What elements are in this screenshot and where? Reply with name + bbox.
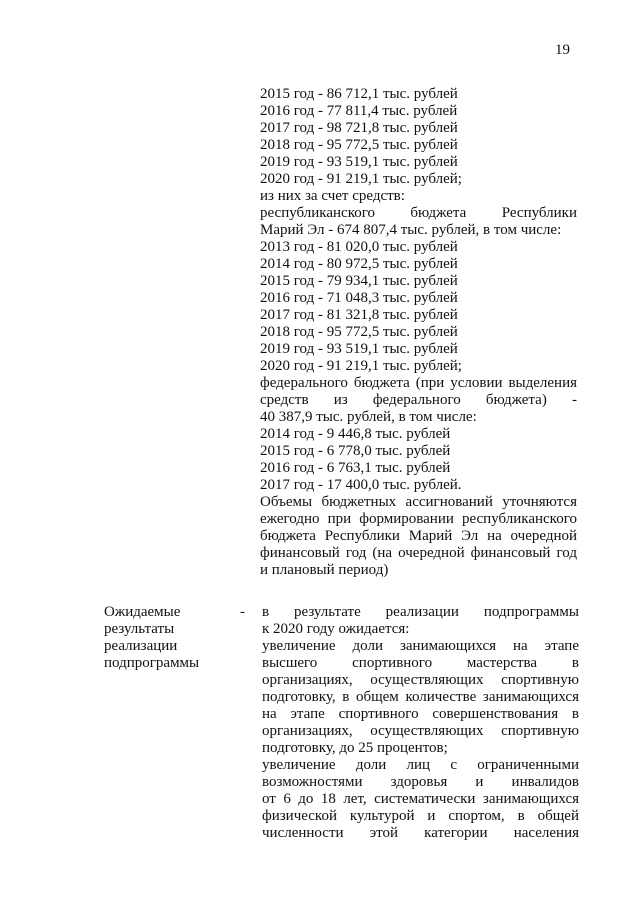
text-line: на этапе спортивного совершенствования в bbox=[262, 706, 579, 722]
text-line: 2016 год - 71 048,3 тыс. рублей bbox=[260, 290, 458, 306]
label-line: реализации bbox=[104, 638, 178, 654]
text-line: ежегодно при формировании республиканского bbox=[260, 511, 577, 527]
text-line: численности этой категории населения bbox=[262, 825, 579, 841]
text-line: 2017 год - 81 321,8 тыс. рублей bbox=[260, 307, 458, 323]
text-line: 2020 год - 91 219,1 тыс. рублей; bbox=[260, 358, 462, 374]
text-line: 2019 год - 93 519,1 тыс. рублей bbox=[260, 341, 458, 357]
label-dash: - bbox=[240, 604, 245, 620]
text-line: возможностями здоровья и инвалидов bbox=[262, 774, 579, 790]
text-line: Объемы бюджетных ассигнований уточняются bbox=[260, 494, 577, 510]
text-line: 2014 год - 80 972,5 тыс. рублей bbox=[260, 256, 458, 272]
text-line: 2015 год - 79 934,1 тыс. рублей bbox=[260, 273, 458, 289]
text-line: 2020 год - 91 219,1 тыс. рублей; bbox=[260, 171, 462, 187]
text-line: 2015 год - 6 778,0 тыс. рублей bbox=[260, 443, 451, 459]
text-line: бюджета Республики Марий Эл на очередной bbox=[260, 528, 577, 544]
text-line: 2017 год - 17 400,0 тыс. рублей. bbox=[260, 477, 462, 493]
text-line: 2015 год - 86 712,1 тыс. рублей bbox=[260, 86, 458, 102]
text-line: 2018 год - 95 772,5 тыс. рублей bbox=[260, 324, 458, 340]
text-line: средств из федерального бюджета) - bbox=[260, 392, 577, 408]
text-line: 40 387,9 тыс. рублей, в том числе: bbox=[260, 409, 477, 425]
text-line: 2018 год - 95 772,5 тыс. рублей bbox=[260, 137, 458, 153]
text-line: увеличение доли занимающихся на этапе bbox=[262, 638, 579, 654]
text-line: увеличение доли лиц с ограниченными bbox=[262, 757, 579, 773]
text-line: высшего спортивного мастерства в bbox=[262, 655, 579, 671]
text-line: 2019 год - 93 519,1 тыс. рублей bbox=[260, 154, 458, 170]
text-line: в результате реализации подпрограммы bbox=[262, 604, 579, 620]
text-line: подготовку, в общем количестве занимающихся bbox=[262, 689, 579, 705]
page-number: 19 bbox=[555, 42, 570, 58]
label-line: результаты bbox=[104, 621, 175, 637]
text-line: и плановый период) bbox=[260, 562, 389, 578]
text-line: 2017 год - 98 721,8 тыс. рублей bbox=[260, 120, 458, 136]
text-line: организациях, осуществляющих спортивную bbox=[262, 672, 579, 688]
text-line: 2016 год - 77 811,4 тыс. рублей bbox=[260, 103, 458, 119]
text-line: 2013 год - 81 020,0 тыс. рублей bbox=[260, 239, 458, 255]
label-line: Ожидаемые bbox=[104, 604, 181, 620]
text-line: подготовку, до 25 процентов; bbox=[262, 740, 448, 756]
text-line: федерального бюджета (при условии выделения bbox=[260, 375, 577, 391]
text-line: из них за счет средств: bbox=[260, 188, 405, 204]
text-line: к 2020 году ожидается: bbox=[262, 621, 410, 637]
text-line: 2014 год - 9 446,8 тыс. рублей bbox=[260, 426, 451, 442]
text-line: организациях, осуществляющих спортивную bbox=[262, 723, 579, 739]
text-line: от 6 до 18 лет, систематически занимающихся bbox=[262, 791, 579, 807]
text-line: физической культурой и спортом, в общей bbox=[262, 808, 579, 824]
label-line: подпрограммы bbox=[104, 655, 200, 671]
text-line: 2016 год - 6 763,1 тыс. рублей bbox=[260, 460, 451, 476]
text-line: республиканского бюджета Республики bbox=[260, 205, 577, 221]
text-line: Марий Эл - 674 807,4 тыс. рублей, в том числе: bbox=[260, 222, 562, 238]
text-line: финансовый год (на очередной финансовый год bbox=[260, 545, 577, 561]
